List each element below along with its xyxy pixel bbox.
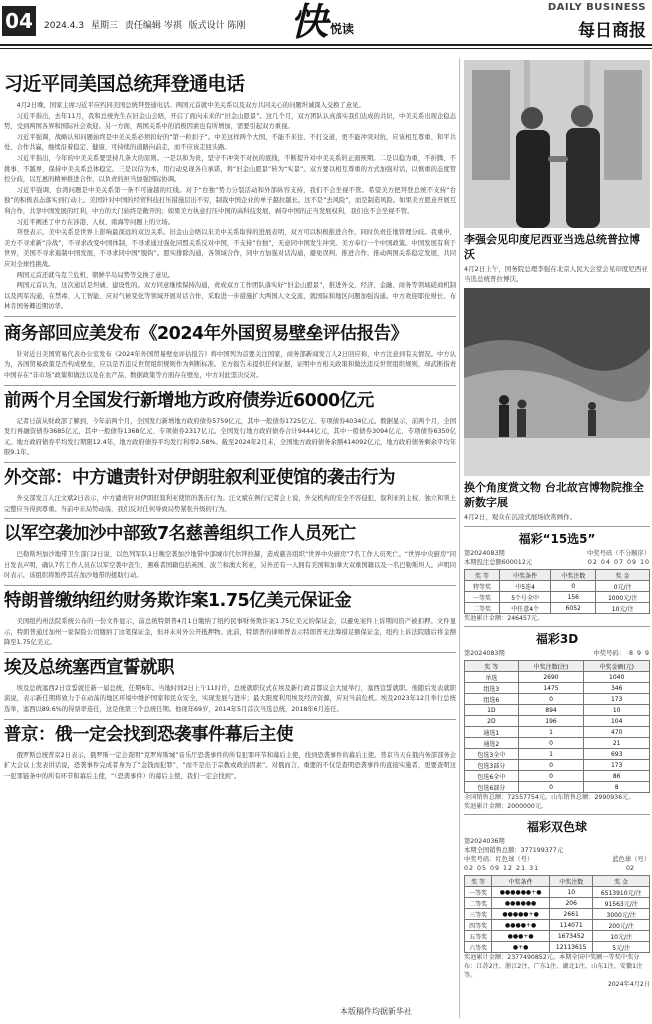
table-cell: 1D [465, 705, 519, 716]
article-body [4, 617, 456, 649]
table-cell: 6513910元/注 [593, 887, 650, 898]
table-cell: 0 [518, 760, 584, 771]
article-paragraph: 埃及总统塞西2日宣誓就任新一届总统，任期6年。当地时间2日上午11时许，总统就职仪式在埃及新行政首都议会大厦举行，塞西宣誓就职。他随后发表就职演说，表示新任期将致力于在动荡的地区环境中维护国家和民众安全，实现发展与进步；最大限度利用埃及经济资源，应对当前危机。埃及2023年12月举行总统选举，塞西以89.6%的得票率连任，这是他第三个总统任期。他现年69岁，2014年5月首次当选总统，2018年6月连任。 [4, 684, 456, 713]
lottery-meta [464, 549, 650, 558]
table-header: 中奖条件 [492, 876, 550, 887]
article-xi-biden-call [4, 72, 456, 313]
article-headline: 习近平同美国总统拜登通电话 [4, 73, 245, 95]
table-cell: 0 [518, 738, 584, 749]
article-iran-embassy [4, 467, 456, 515]
table-row [465, 920, 650, 931]
museum-photo-illustration [464, 288, 650, 476]
article-trade-barrier [4, 323, 456, 382]
article-paragraph: 习近平阐述了中方在涉港、人权、南海等问题上的立场。 [16, 218, 175, 226]
table-cell: 单选 [465, 672, 519, 683]
lottery-15x5 [464, 530, 650, 623]
table-cell: 200元/注 [593, 920, 650, 931]
issue-date: 2024.4.3 [44, 21, 85, 31]
column-divider [459, 58, 460, 1018]
table-cell: 特等奖 [465, 581, 500, 592]
table-cell: 五等奖 [465, 931, 492, 942]
article-putin-terror [4, 724, 456, 783]
article-divider [4, 462, 456, 463]
photo-caption: 4月2日，观众在沉浸式展场欣赏画作。 [464, 513, 577, 521]
table-cell: 包选6全中 [465, 771, 519, 782]
photo-headline: 李强会见印度尼西亚当选总统普拉博沃 [464, 233, 640, 261]
table-cell: ●●●●+● [492, 920, 550, 931]
table-header: 奖 金 [593, 876, 650, 887]
article-body [4, 101, 456, 313]
table-cell: 1000元/注 [596, 592, 650, 603]
lottery-pool: 本期全国销售总额：377199377元 [464, 847, 564, 854]
article-divider [4, 585, 456, 586]
issue-weekday: 星期三 [90, 21, 118, 31]
table-row [465, 705, 650, 716]
article-paragraph: 针对近日美国贸易代表办公室发布《2024年外国贸易壁垒评估报告》将中国列为首要关注国家，商务部新闻发言人2日回应称，中方注意到有关情况。中方认为，各国贸易政策是否构成壁垒，应以是否违反世贸组织规则作为判断标准。美方报告未提供任何证据，证明中方相关政策和做法违反世贸组织规则，却武断指责中国存在“非市场”政策和做法以及在农产品、数据政策等方面存在壁垒，中方对此坚决反对。 [4, 350, 456, 380]
table-row [465, 749, 650, 760]
article-body [4, 550, 456, 582]
table-cell: 86 [584, 771, 650, 782]
source-credit: 本版稿件均据新华社 [340, 1007, 412, 1016]
table-row [465, 771, 650, 782]
table-cell: 114071 [550, 920, 593, 931]
table-cell: 173 [584, 694, 650, 705]
article-paragraph: 巴勒斯坦加沙地带卫生部门2日说，以色列军队1日晚空袭加沙地带中部城市代尔拜拉赫，造成慈善组织“世界中央厨房”7名工作人员死亡。“世界中央厨房”同日发表声明，确认7名工作人员在以军空袭中丧生，遇难者国籍包括英国、波兰和澳大利亚，另外还有一人拥有美国和加拿大双重国籍以及一名巴勒斯坦人。声明同时表示，该组织将暂停其在加沙地带的援助行动。 [4, 551, 456, 580]
article-paragraph: 美国纽约州法院系统公布的一份文件显示，前总统特朗普4月1日缴纳了纽约民事财务欺诈案1.75亿美元的保证金，以避免案件上诉期间资产被扣押。文件显示，特朗普通过加州一家保险公司缴纳了这笔保证金，但并未对外公开抵押物。此前，特朗普的律师曾表示特朗普无法筹措足额保证金，纽约上诉法院随后将金额降至1.75亿美元。 [4, 618, 456, 647]
lottery-meta [464, 649, 650, 658]
table-row [465, 592, 650, 603]
table-cell: 包选3全中 [465, 749, 519, 760]
table-cell: 6052 [551, 603, 596, 614]
article-body [4, 350, 456, 382]
table-cell: 中任意4个 [499, 603, 550, 614]
table-cell: 三等奖 [465, 909, 492, 920]
table-cell: ●●●●●● [492, 898, 550, 909]
table-header: 奖 等 [465, 876, 492, 887]
table-row [465, 716, 650, 727]
table-cell: 206 [550, 898, 593, 909]
lottery-meta [464, 855, 650, 864]
lottery-title: 福彩双色球 [526, 820, 587, 834]
table-row [465, 909, 650, 920]
section-divider [464, 814, 650, 815]
table-cell: 组选3 [465, 683, 519, 694]
section-logo-glyph: 快 [290, 0, 329, 44]
lottery-numbers: 02 04 07 09 10 [587, 559, 650, 566]
article-headline: 特朗普缴纳纽约财务欺诈案1.75亿美元保证金 [4, 591, 352, 611]
side-column [464, 60, 650, 989]
lottery-table [464, 875, 650, 953]
editor-credit: 责任编辑 岑祺 [124, 21, 182, 31]
table-cell: 组选6 [465, 694, 519, 705]
table-cell: 470 [584, 727, 650, 738]
header-meta [44, 18, 249, 31]
table-row [465, 727, 650, 738]
table-cell: 3000元/注 [593, 909, 650, 920]
table-cell: 包选3部分 [465, 760, 519, 771]
lottery-issue: 第2024083期 [464, 650, 505, 657]
table-cell: 10 [550, 887, 593, 898]
article-sisi-sworn-in [4, 657, 456, 716]
lottery-red-label: 中奖号码：红色球（号） [464, 856, 534, 863]
lottery-issue: 第2024083期 [464, 550, 505, 557]
table-cell: 173 [584, 760, 650, 771]
table-cell: 二等奖 [465, 603, 500, 614]
news-photo-meeting [464, 60, 650, 228]
section-divider [464, 526, 650, 527]
designer-credit: 版式设计 陈刚 [188, 21, 246, 31]
article-paragraph: 习近平强调，台湾问题是中美关系第一条不可逾越的红线。对于“台独”势力分裂活动和外部纵容支持，我们不会坐视不管。希望美方把拜登总统不支持“台独”的积极表态落实到行动上。美国针对中国的经贸科技打压措施层出不穷，制裁中国企业的单子越拉越长。这不是“去风险”，而是制造风险。如果美方愿意开展互利合作，共享中国发展的红利，中方的大门始终是敞开的；如果美方执意打压中国的高科技发展，剥夺中国的正当发展权利，我们也不会坐视不管。 [4, 186, 456, 215]
article-body [4, 684, 456, 716]
article-paragraph: 两国元首还就乌克兰危机、朝鲜半岛局势等交换了意见。 [16, 271, 175, 279]
table-header: 中奖注数 [550, 876, 593, 887]
article-gaza-strike [4, 523, 456, 582]
table-cell: 包选6部分 [465, 782, 519, 793]
lottery-meta [464, 558, 650, 567]
table-cell: 0 [551, 581, 596, 592]
table-cell: 0 [518, 694, 584, 705]
table-cell: 10 [584, 705, 650, 716]
meeting-photo-illustration [464, 60, 650, 228]
table-header: 奖 等 [465, 570, 500, 581]
article-body [4, 417, 456, 459]
table-cell: 通选2 [465, 738, 519, 749]
table-cell: 8 [584, 782, 650, 793]
article-headline: 外交部：中方谴责针对伊朗驻叙利亚使馆的袭击行为 [4, 468, 395, 489]
table-cell: 196 [518, 716, 584, 727]
table-cell: 六等奖 [465, 942, 492, 953]
lottery-double-color [464, 818, 650, 989]
table-cell: 一等奖 [465, 887, 492, 898]
page-header [0, 0, 652, 52]
table-cell: 1673452 [550, 931, 593, 942]
table-header: 中奖金额(元) [584, 661, 650, 672]
table-row [465, 683, 650, 694]
article-divider [4, 652, 456, 653]
header-rule [0, 44, 652, 46]
table-cell: 1 [518, 749, 584, 760]
lottery-jackpot: 奖池累计金额：2000000元。 [464, 803, 548, 810]
table-cell: 21 [584, 738, 650, 749]
table-cell: 通选1 [465, 727, 519, 738]
lottery-blue-label: 蓝色球（号） [612, 856, 650, 863]
article-divider [4, 518, 456, 519]
article-headline: 前两个月全国发行新增地方政府债券近6000亿元 [4, 390, 374, 411]
table-cell: 12113615 [550, 942, 593, 953]
table-row [465, 931, 650, 942]
lottery-issue: 第2024036期 [464, 838, 505, 845]
lottery-jackpot: 奖池累计金额：246457元。 [464, 615, 544, 622]
lottery-3d [464, 630, 650, 811]
table-cell: 0 [518, 782, 584, 793]
table-cell: 104 [584, 716, 650, 727]
table-header: 中奖条件 [499, 570, 550, 581]
table-header: 中奖注数 [551, 570, 596, 581]
table-cell: 2661 [550, 909, 593, 920]
lottery-red-numbers: 02 05 09 12 21 31 [464, 865, 540, 872]
article-paragraph: 习近平强调，战略认知问题始终是中美关系必须扣好的“第一粒扣子”。中美这样两个大国，不能不来往、不打交道，更不能冲突对抗，应该相互尊重、和平共处、合作共赢，继续沿着稳定、健康、可持续的道路向前走，而不应该走回头路。 [4, 133, 456, 152]
table-cell: 10元/注 [596, 603, 650, 614]
table-header: 中奖注数(注) [518, 661, 584, 672]
table-cell: 5个号全中 [499, 592, 550, 603]
article-body [4, 751, 456, 783]
lottery-meta [464, 864, 650, 873]
table-cell: ●●●●●●+● [492, 887, 550, 898]
lottery-blue-number: 02 [625, 865, 634, 872]
table-cell: 1040 [584, 672, 650, 683]
table-cell: 91563元/注 [593, 898, 650, 909]
lottery-sales: 全国销售总额：72557754元。山东销售总额：2990936元。 [464, 794, 635, 801]
table-cell: 一等奖 [465, 592, 500, 603]
lottery-draw-label: 中奖号码（不分顺序） [587, 550, 650, 557]
table-row [465, 738, 650, 749]
article-headline: 商务部回应美发布《2024年外国贸易壁垒评估报告》 [4, 323, 408, 344]
article-paragraph: 两国元首认为，这次通话是坦诚、建设性的。双方同意继续保持沟通，责成双方工作团队落实好“旧金山愿景”，推进外交、经济、金融、商务等领域磋商机制以及两军沟通，在禁毒、人工智能、应对气候变化等领域开展对话合作，采取进一步措施扩大两国人文交流，就国际和地区问题加强沟通。中方欢迎耶伦财长、布林肯国务卿近期访华。 [4, 282, 456, 311]
lottery-meta [464, 837, 650, 846]
table-cell: 346 [584, 683, 650, 694]
lottery-draw-label: 中奖号码： [593, 650, 625, 657]
article-divider [4, 385, 456, 386]
table-cell: 1 [518, 727, 584, 738]
table-cell: 2690 [518, 672, 584, 683]
lottery-numbers: 8 9 9 [628, 650, 650, 657]
article-paragraph: 4月2日晚，国家主席习近平应约同美国总统拜登通电话。两国元首就中美关系以及双方共同关心的问题坦诚深入交换了意见。 [16, 102, 365, 109]
header-rule-thin [0, 48, 652, 49]
table-cell: 156 [551, 592, 596, 603]
article-body [4, 494, 456, 515]
article-local-bonds [4, 390, 456, 459]
table-header: 奖 等 [465, 661, 519, 672]
table-row [465, 760, 650, 771]
paper-name-en: DAILY BUSINESS [547, 2, 646, 13]
table-row [465, 887, 650, 898]
lottery-title: 福彩3D [535, 632, 579, 646]
section-divider [464, 626, 650, 627]
table-cell: ●+● [492, 942, 550, 953]
table-cell: 693 [584, 749, 650, 760]
table-header: 奖 金 [596, 570, 650, 581]
article-paragraph: 记者日前从财政部了解到，今年前两个月，全国发行新增地方政府债券5759亿元，其中一般债券1725亿元、专项债券4034亿元。数据显示，前两个月，全国发行再融资债券3685亿元，其中一般债券1368亿元、专项债券2317亿元。全国发行地方政府债券合计9444亿元，其中一般债券3094亿元、专项债券6350亿元。地方政府债券平均发行期限12.4年，地方政府债券平均发行利率2.58%。截至2024年2月末，全国地方政府债务余额414092亿元，地方政府债务剩余平均年限9.1年。 [4, 417, 456, 457]
article-headline: 普京：俄一定会找到恐袭事件幕后主使 [4, 724, 293, 745]
table-cell: 二等奖 [465, 898, 492, 909]
table-row [465, 942, 650, 953]
photo-headline: 换个角度赏文物 台北故宫博物院推全新数字展 [464, 481, 644, 509]
table-cell: 894 [518, 705, 584, 716]
paper-name-cn: 每日商报 [578, 21, 646, 41]
article-headline: 以军空袭加沙中部致7名慈善组织工作人员死亡 [4, 524, 356, 545]
table-cell: 中5连4 [499, 581, 550, 592]
article-divider [4, 316, 456, 317]
table-cell: 10元/注 [593, 931, 650, 942]
lottery-title: 福彩“15选5” [518, 532, 596, 546]
news-photo-museum [464, 288, 650, 476]
table-cell: 0元/注 [596, 581, 650, 592]
lottery-date: 2024年4月2日 [607, 981, 650, 988]
lottery-table [464, 569, 650, 614]
table-cell: 1475 [518, 683, 584, 694]
table-cell: 5元/注 [593, 942, 650, 953]
photo-caption: 4月2日上午，国务院总理李强在北京人民大会堂会见印度尼西亚当选总统普拉博沃。 [464, 265, 648, 283]
page-number: 04 [2, 6, 36, 36]
table-row [465, 782, 650, 793]
lottery-table [464, 660, 650, 793]
news-column [4, 60, 456, 782]
article-headline: 埃及总统塞西宣誓就职 [4, 657, 174, 678]
table-row [465, 898, 650, 909]
table-row [465, 672, 650, 683]
article-paragraph: 外交部发言人汪文斌2日表示，中方谴责针对伊朗驻叙利亚使馆的袭击行为。汪文斌在例行记者会上说，外交机构的安全不容侵犯，叙利亚的主权、独立和领土完整应当得到尊重。当前中东局势动荡，我们反对任何导致局势紧张升级的行为。 [4, 495, 456, 513]
article-divider [4, 719, 456, 720]
article-trump-bond [4, 590, 456, 649]
article-paragraph: 拜登表示，美中关系是世界上影响最深远的双边关系。旧金山会晤以来美中关系取得的进展表明，双方可以积极推进合作，同时负责任地管理分歧。我重申，美方不寻求新“冷战”，不寻求改变中国体制，不寻求通过强化同盟关系反对中国，不支持“台独”，无意同中国发生冲突。美方奉行一个中国政策。中国发展有利于世界，美国不寻求遏制中国发展，不寻求同中国“脱钩”。愿实排除沟通，各领域合作，同中方加强对话沟通，避免误判，推进合作，推动两国关系稳定发展，共同应对全球性挑战。 [4, 229, 456, 268]
article-paragraph: 习近平指出，今年的中美关系要坚持几条大的原则。一是以和为贵，坚守不冲突不对抗的底线，不断提升对中美关系的正面预期。二是以稳为重，不折腾、不挑事、不越界，保持中美关系总体稳定。三是以信为本，用行动兑现各自承诺，将“旧金山愿景”转为“实景”。双方要以相互尊重的方式加强对话，以慎重的态度管控分歧，以互惠的精神推进合作，以负责的担当加强国际协调。 [4, 154, 456, 184]
table-row [465, 581, 650, 592]
table-cell: 2D [465, 716, 519, 727]
lottery-pool: 本期投注总额600012元 [464, 559, 533, 566]
table-cell: ●●●●●+● [492, 909, 550, 920]
article-paragraph: 俄罗斯总统普京2日表示，俄罗斯一定会查明“克罗库斯城”音乐厅恐袭事件的所有犯罪环节和幕后主使，找到恐袭事件的幕后主使。普京当天在俄内务部部务会扩大会议上发表讲话说，恐袭事件完成者身为了“金钱而犯罪”，“而不是出于宗教或政治因素”。对俄而言，重要的不仅是查明恐袭事件的直接实施者，更要查明这一犯罪链条中的所有环节和幕后主使，“（恐袭事件）的幕后主使，我们一定会找到”。 [4, 751, 456, 780]
lottery-footnote: 奖池累计金额：2377490852元。本期全国中奖额一等奖中奖分布：江苏2注、浙江2注、广东1注、湖北1注、山东1注、安徽1注等。 [464, 954, 643, 979]
table-row [465, 694, 650, 705]
section-name: 悦读 [330, 22, 355, 36]
table-row [465, 603, 650, 614]
article-paragraph: 习近平指出，去年11月，我和总统先生在旧金山会晤，开启了面向未来的“旧金山愿景”。这几个月，双方团队认真落实我们达成的共识，中美关系出现企稳态势，受到两国各界和国际社会欢迎。另一方面，两国关系中的消极因素也有所增加，需要引起双方重视。 [4, 112, 456, 131]
table-cell: 0 [518, 771, 584, 782]
table-cell: ●●●+● [492, 931, 550, 942]
table-cell: 四等奖 [465, 920, 492, 931]
